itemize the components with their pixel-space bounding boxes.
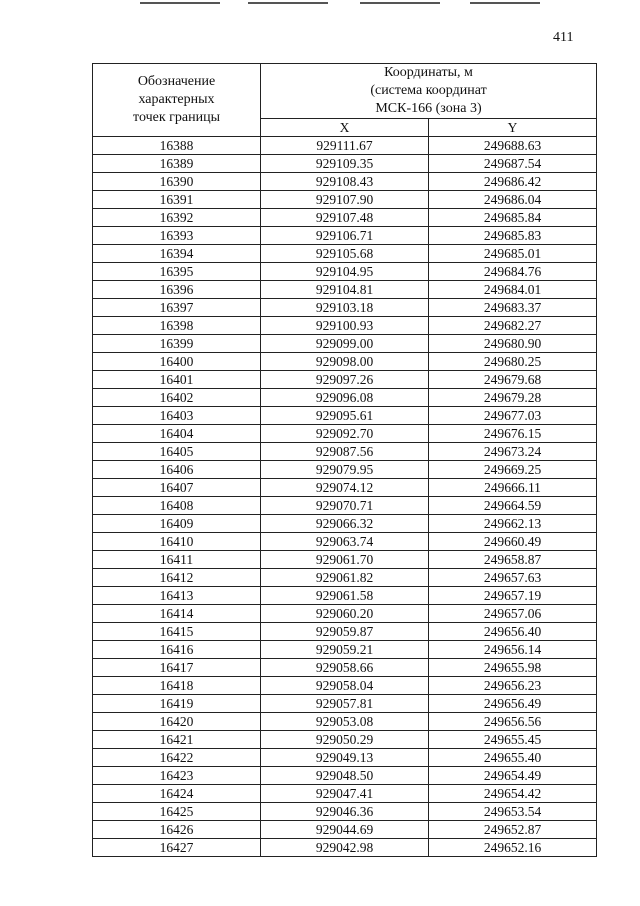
y-coordinate-cell: 249662.13 <box>429 515 597 533</box>
header-coordinates <box>261 64 597 119</box>
table-row <box>93 461 597 479</box>
table-row <box>93 533 597 551</box>
x-coordinate-cell: 929092.70 <box>261 425 429 443</box>
point-id-cell: 16422 <box>93 749 261 767</box>
table-row <box>93 281 597 299</box>
x-coordinate-cell: 929108.43 <box>261 173 429 191</box>
y-coordinate-cell: 249664.59 <box>429 497 597 515</box>
y-coordinate-cell: 249655.98 <box>429 659 597 677</box>
y-coordinate-cell: 249657.63 <box>429 569 597 587</box>
point-id-cell: 16395 <box>93 263 261 281</box>
point-id-cell: 16411 <box>93 551 261 569</box>
y-coordinate-cell: 249685.83 <box>429 227 597 245</box>
y-coordinate-cell: 249656.14 <box>429 641 597 659</box>
table-row <box>93 209 597 227</box>
point-id-cell: 16404 <box>93 425 261 443</box>
point-id-cell: 16401 <box>93 371 261 389</box>
x-coordinate-cell: 929042.98 <box>261 839 429 857</box>
header-point-line-1: Обозначение <box>137 74 216 89</box>
x-coordinate-cell: 929063.74 <box>261 533 429 551</box>
point-id-cell: 16408 <box>93 497 261 515</box>
point-id-cell: 16392 <box>93 209 261 227</box>
x-coordinate-cell: 929047.41 <box>261 785 429 803</box>
x-coordinate-cell: 929109.35 <box>261 155 429 173</box>
point-id-cell: 16405 <box>93 443 261 461</box>
x-coordinate-cell: 929095.61 <box>261 407 429 425</box>
point-id-cell: 16398 <box>93 317 261 335</box>
y-coordinate-cell: 249666.11 <box>429 479 597 497</box>
table-row <box>93 677 597 695</box>
y-coordinate-cell: 249656.23 <box>429 677 597 695</box>
table-row <box>93 767 597 785</box>
header-x: X <box>261 119 429 137</box>
point-id-cell: 16396 <box>93 281 261 299</box>
table-row <box>93 731 597 749</box>
x-coordinate-cell: 929097.26 <box>261 371 429 389</box>
point-id-cell: 16391 <box>93 191 261 209</box>
x-coordinate-cell: 929111.67 <box>261 137 429 155</box>
point-id-cell: 16416 <box>93 641 261 659</box>
point-id-cell: 16424 <box>93 785 261 803</box>
table-row <box>93 137 597 155</box>
table-row <box>93 335 597 353</box>
y-coordinate-cell: 249656.40 <box>429 623 597 641</box>
table-row <box>93 713 597 731</box>
y-coordinate-cell: 249676.15 <box>429 425 597 443</box>
x-coordinate-cell: 929079.95 <box>261 461 429 479</box>
x-coordinate-cell: 929106.71 <box>261 227 429 245</box>
y-coordinate-cell: 249686.42 <box>429 173 597 191</box>
table-row <box>93 821 597 839</box>
y-coordinate-cell: 249688.63 <box>429 137 597 155</box>
point-id-cell: 16397 <box>93 299 261 317</box>
table-row <box>93 479 597 497</box>
table-row <box>93 749 597 767</box>
table-row <box>93 425 597 443</box>
table-row <box>93 659 597 677</box>
table-row <box>93 371 597 389</box>
point-id-cell: 16410 <box>93 533 261 551</box>
page-number: 411 <box>553 30 574 45</box>
point-id-cell: 16388 <box>93 137 261 155</box>
x-coordinate-cell: 929104.81 <box>261 281 429 299</box>
x-coordinate-cell: 929070.71 <box>261 497 429 515</box>
table-row <box>93 353 597 371</box>
header-y: Y <box>429 119 597 137</box>
point-id-cell: 16414 <box>93 605 261 623</box>
y-coordinate-cell: 249654.42 <box>429 785 597 803</box>
x-coordinate-cell: 929066.32 <box>261 515 429 533</box>
table-row <box>93 299 597 317</box>
y-coordinate-cell: 249658.87 <box>429 551 597 569</box>
x-coordinate-cell: 929087.56 <box>261 443 429 461</box>
y-coordinate-cell: 249656.56 <box>429 713 597 731</box>
table-row <box>93 245 597 263</box>
table-row <box>93 515 597 533</box>
y-coordinate-cell: 249652.16 <box>429 839 597 857</box>
x-coordinate-cell: 929107.90 <box>261 191 429 209</box>
x-coordinate-cell: 929057.81 <box>261 695 429 713</box>
scan-edge-marks <box>0 0 640 6</box>
header-point-line-3: точек границы <box>133 110 220 125</box>
point-id-cell: 16403 <box>93 407 261 425</box>
x-coordinate-cell: 929058.66 <box>261 659 429 677</box>
table-row <box>93 263 597 281</box>
y-coordinate-cell: 249657.06 <box>429 605 597 623</box>
y-coordinate-cell: 249653.54 <box>429 803 597 821</box>
x-coordinate-cell: 929050.29 <box>261 731 429 749</box>
x-coordinate-cell: 929044.69 <box>261 821 429 839</box>
y-coordinate-cell: 249656.49 <box>429 695 597 713</box>
y-coordinate-cell: 249654.49 <box>429 767 597 785</box>
x-coordinate-cell: 929061.70 <box>261 551 429 569</box>
table-row <box>93 605 597 623</box>
x-coordinate-cell: 929096.08 <box>261 389 429 407</box>
x-coordinate-cell: 929059.87 <box>261 623 429 641</box>
y-coordinate-cell: 249657.19 <box>429 587 597 605</box>
table-row <box>93 173 597 191</box>
y-coordinate-cell: 249685.01 <box>429 245 597 263</box>
y-coordinate-cell: 249682.27 <box>429 317 597 335</box>
y-coordinate-cell: 249686.04 <box>429 191 597 209</box>
y-coordinate-cell: 249660.49 <box>429 533 597 551</box>
header-coords-line-1: Координаты, м <box>384 65 473 80</box>
x-coordinate-cell: 929049.13 <box>261 749 429 767</box>
x-coordinate-cell: 929098.00 <box>261 353 429 371</box>
x-coordinate-cell: 929061.82 <box>261 569 429 587</box>
x-coordinate-cell: 929059.21 <box>261 641 429 659</box>
y-coordinate-cell: 249655.40 <box>429 749 597 767</box>
x-coordinate-cell: 929046.36 <box>261 803 429 821</box>
x-coordinate-cell: 929099.00 <box>261 335 429 353</box>
point-id-cell: 16418 <box>93 677 261 695</box>
table-row <box>93 641 597 659</box>
x-coordinate-cell: 929048.50 <box>261 767 429 785</box>
table-row <box>93 443 597 461</box>
y-coordinate-cell: 249687.54 <box>429 155 597 173</box>
y-coordinate-cell: 249669.25 <box>429 461 597 479</box>
table-row <box>93 389 597 407</box>
point-id-cell: 16406 <box>93 461 261 479</box>
point-id-cell: 16421 <box>93 731 261 749</box>
table-row <box>93 695 597 713</box>
point-id-cell: 16415 <box>93 623 261 641</box>
x-coordinate-cell: 929107.48 <box>261 209 429 227</box>
x-coordinate-cell: 929105.68 <box>261 245 429 263</box>
y-coordinate-cell: 249685.84 <box>429 209 597 227</box>
point-id-cell: 16426 <box>93 821 261 839</box>
table-row <box>93 803 597 821</box>
point-id-cell: 16420 <box>93 713 261 731</box>
x-coordinate-cell: 929100.93 <box>261 317 429 335</box>
table-row <box>93 155 597 173</box>
point-id-cell: 16423 <box>93 767 261 785</box>
point-id-cell: 16400 <box>93 353 261 371</box>
table-row <box>93 407 597 425</box>
y-coordinate-cell: 249652.87 <box>429 821 597 839</box>
y-coordinate-cell: 249684.01 <box>429 281 597 299</box>
point-id-cell: 16402 <box>93 389 261 407</box>
header-coords-line-2: (система координат <box>370 83 487 98</box>
point-id-cell: 16407 <box>93 479 261 497</box>
table-row <box>93 497 597 515</box>
point-id-cell: 16389 <box>93 155 261 173</box>
header-point-line-2: характерных <box>138 92 215 107</box>
table-row <box>93 191 597 209</box>
y-coordinate-cell: 249679.68 <box>429 371 597 389</box>
point-id-cell: 16390 <box>93 173 261 191</box>
point-id-cell: 16413 <box>93 587 261 605</box>
x-coordinate-cell: 929060.20 <box>261 605 429 623</box>
y-coordinate-cell: 249655.45 <box>429 731 597 749</box>
point-id-cell: 16417 <box>93 659 261 677</box>
table-row <box>93 839 597 857</box>
point-id-cell: 16419 <box>93 695 261 713</box>
point-id-cell: 16409 <box>93 515 261 533</box>
table-row <box>93 227 597 245</box>
point-id-cell: 16427 <box>93 839 261 857</box>
point-id-cell: 16399 <box>93 335 261 353</box>
y-coordinate-cell: 249677.03 <box>429 407 597 425</box>
x-coordinate-cell: 929104.95 <box>261 263 429 281</box>
y-coordinate-cell: 249680.25 <box>429 353 597 371</box>
x-coordinate-cell: 929053.08 <box>261 713 429 731</box>
table-row <box>93 623 597 641</box>
table-row <box>93 317 597 335</box>
y-coordinate-cell: 249683.37 <box>429 299 597 317</box>
point-id-cell: 16394 <box>93 245 261 263</box>
coordinates-table <box>92 63 597 857</box>
y-coordinate-cell: 249673.24 <box>429 443 597 461</box>
table-row <box>93 785 597 803</box>
point-id-cell: 16393 <box>93 227 261 245</box>
table-row <box>93 587 597 605</box>
y-coordinate-cell: 249684.76 <box>429 263 597 281</box>
header-point-designation <box>93 64 261 137</box>
x-coordinate-cell: 929074.12 <box>261 479 429 497</box>
point-id-cell: 16412 <box>93 569 261 587</box>
x-coordinate-cell: 929103.18 <box>261 299 429 317</box>
table-row <box>93 551 597 569</box>
y-coordinate-cell: 249679.28 <box>429 389 597 407</box>
point-id-cell: 16425 <box>93 803 261 821</box>
table-header <box>93 64 597 137</box>
y-coordinate-cell: 249680.90 <box>429 335 597 353</box>
table-row <box>93 569 597 587</box>
x-coordinate-cell: 929061.58 <box>261 587 429 605</box>
header-coords-line-3: МСК-166 (зона 3) <box>375 101 482 116</box>
table-body <box>93 137 597 857</box>
x-coordinate-cell: 929058.04 <box>261 677 429 695</box>
